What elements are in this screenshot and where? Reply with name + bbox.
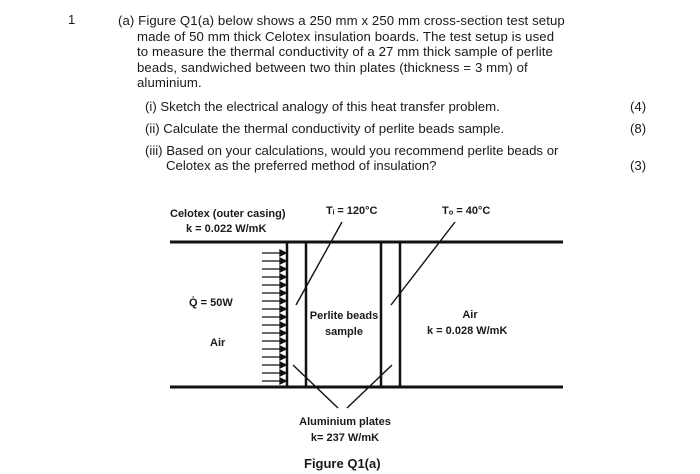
marks-iii: (3) [630,158,647,173]
celotex-label: Celotex (outer casing) [170,208,286,220]
aluminium-label-line-1: Aluminium plates [299,416,391,428]
subquestion-i: (i) Sketch the electrical analogy of this heat transfer problem. [145,99,500,114]
para-line-4: beads, sandwiched between two thin plates (thickness = 3 mm) of [137,59,528,75]
to-label: Tₒ = 40°C [442,205,491,217]
air-left-label: Air [210,337,226,349]
subquestion-iii-line-1: (iii) Based on your calculations, would you recommend perlite beads or [145,143,559,158]
aluminium-label-line-2: k= 237 W/mK [310,432,380,444]
celotex-k-label: k = 0.022 W/mK [186,223,267,235]
air-right-k-label: k = 0.028 W/mK [427,325,508,337]
para-line-5: aluminium. [137,75,202,91]
ti-pointer [296,222,342,305]
perlite-label-line-2: sample [325,326,363,338]
heat-flux-arrows [262,250,286,384]
question-number: 1 [68,12,76,27]
para-line-3: to measure the thermal conductivity of a 27 mm thick sample of perlite [137,44,553,60]
ti-label: Tᵢ = 120°C [326,205,378,217]
para-line-1: (a) Figure Q1(a) below shows a 250 mm x 250 mm cross-section test setup [118,13,565,28]
subquestion-iii-line-2: Celotex as the preferred method of insulation? [166,158,437,173]
heat-rate-label: Q̇ = 50W [189,297,233,309]
air-right-label: Air [462,309,478,321]
subquestion-ii: (ii) Calculate the thermal conductivity of perlite beads sample. [145,121,505,136]
marks-ii: (8) [630,121,647,136]
para-line-2: made of 50 mm thick Celotex insulation boards. The test setup is used [137,28,555,44]
marks-i: (4) [630,99,647,114]
perlite-label-line-1: Perlite beads [309,310,379,322]
figure-caption: Figure Q1(a) [304,456,381,471]
